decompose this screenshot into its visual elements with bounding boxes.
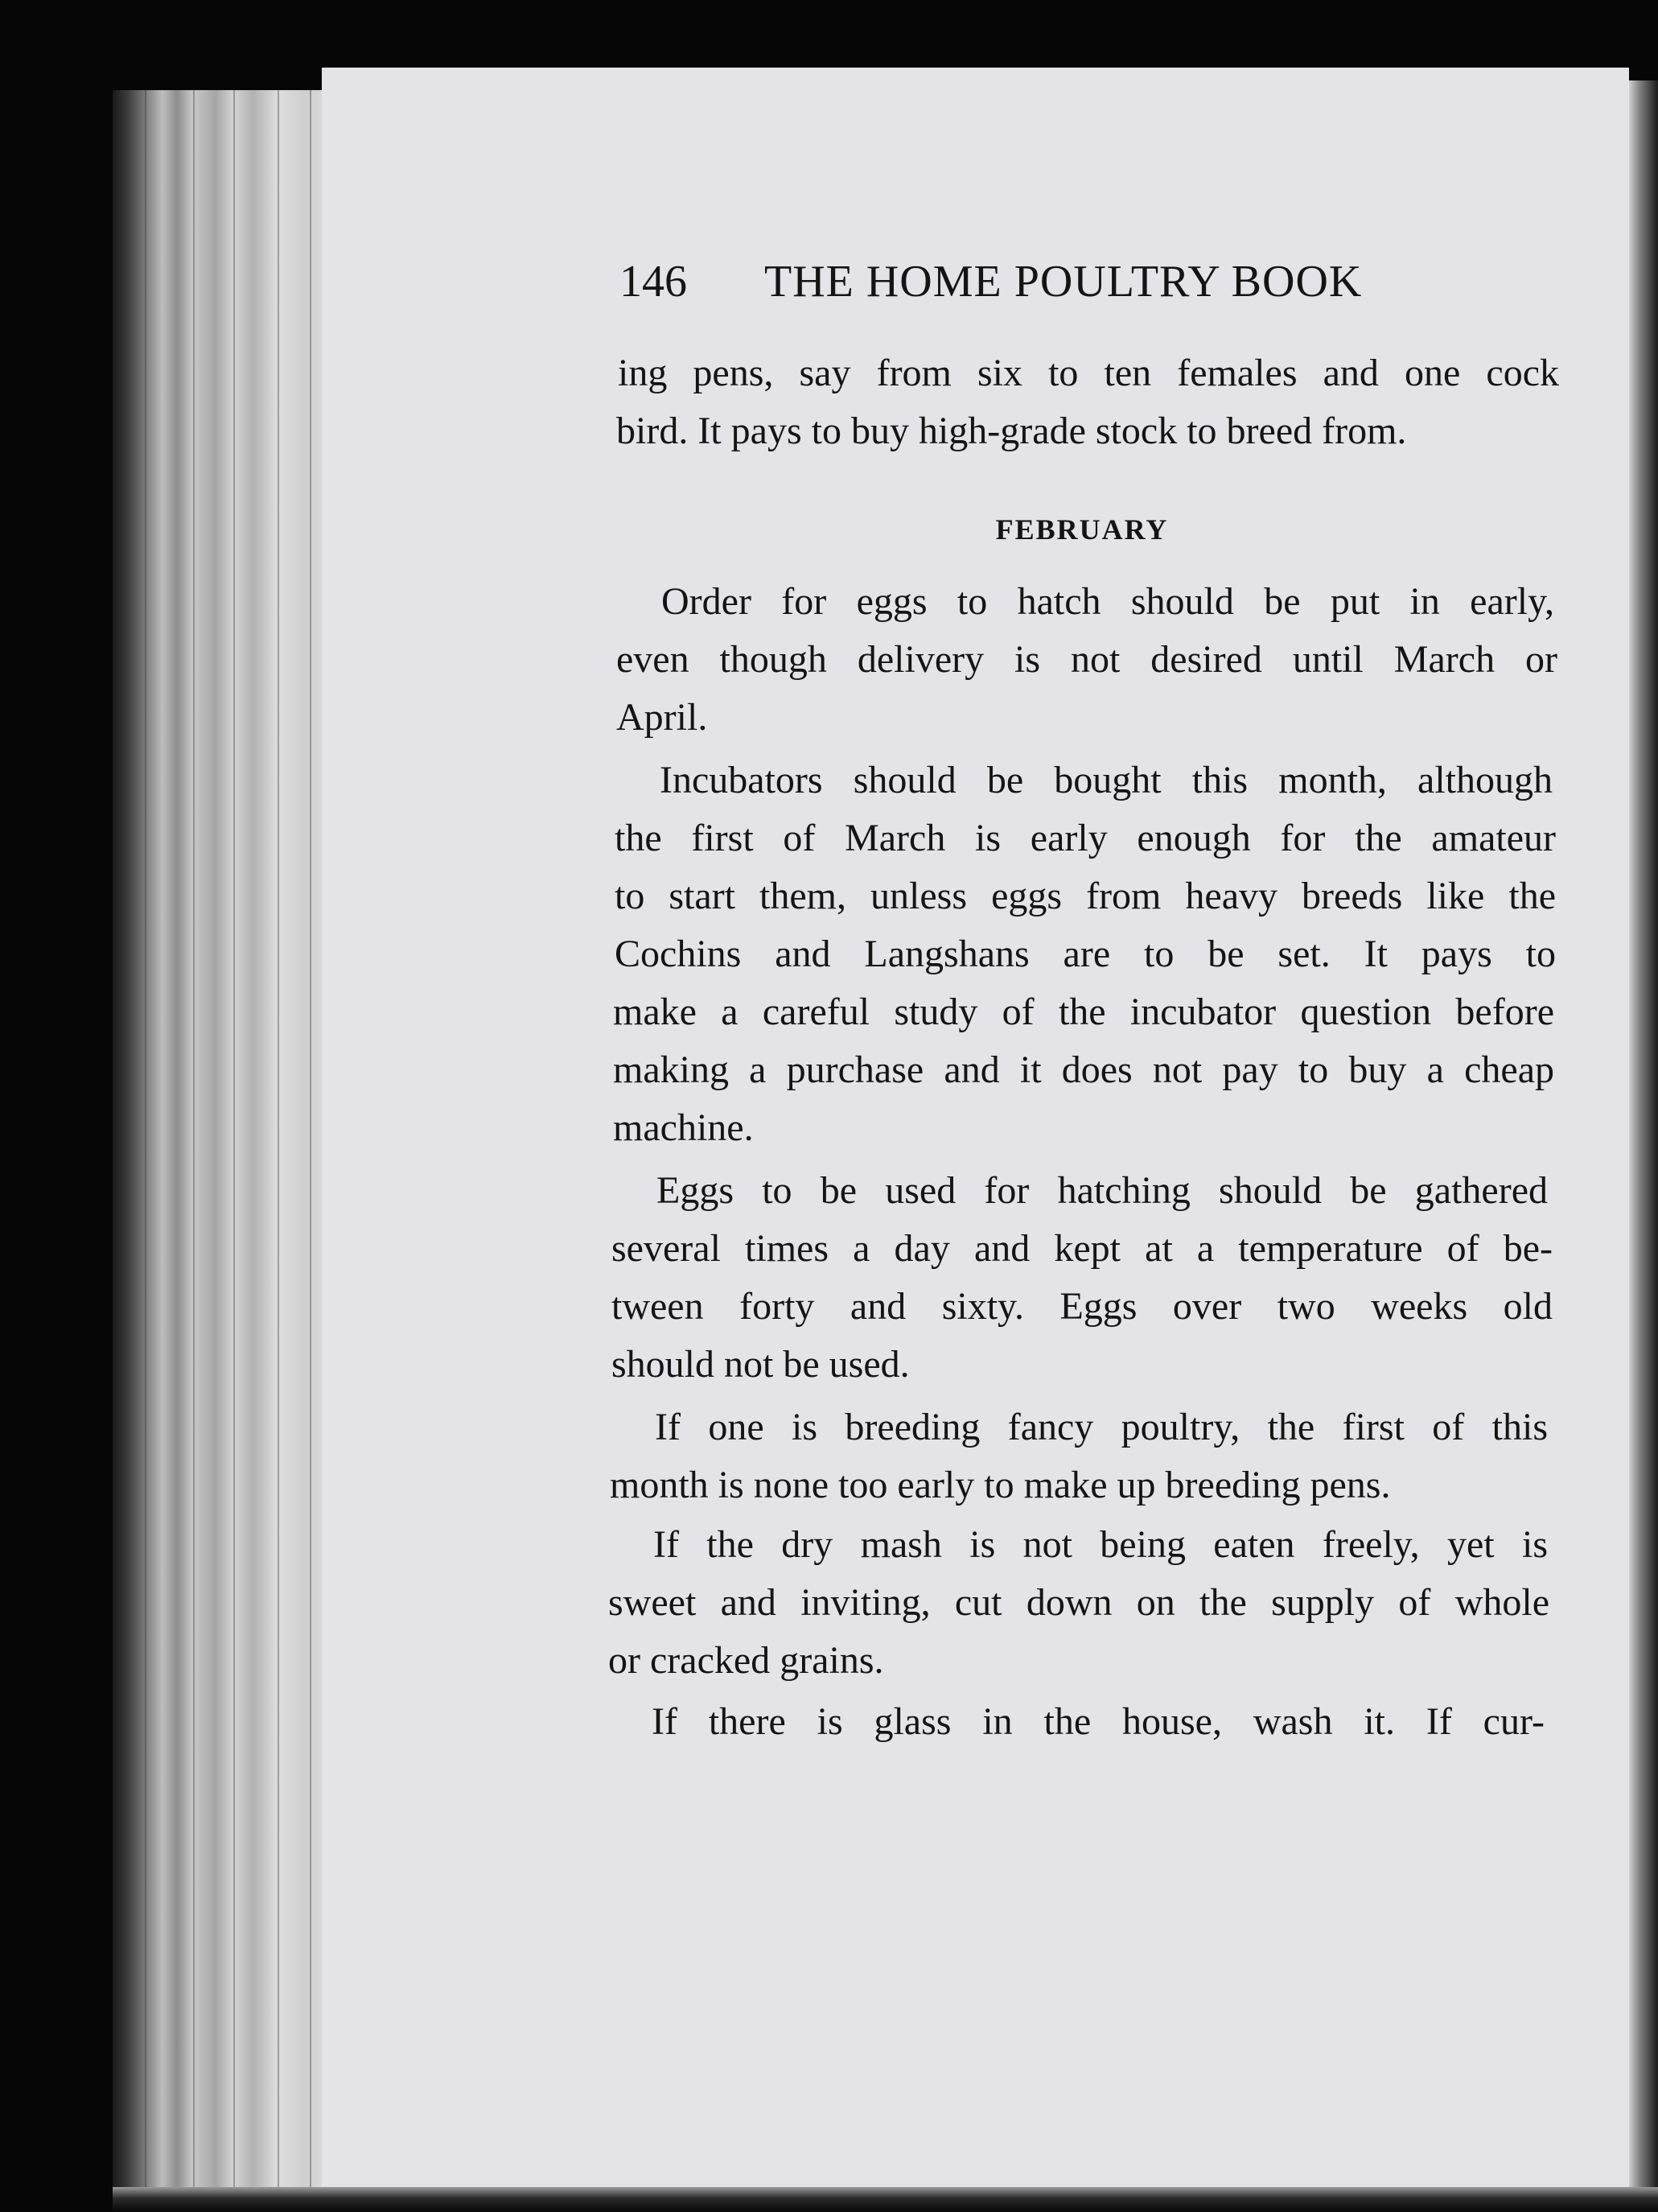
body-line: even though delivery is not desired until March or	[616, 638, 1557, 681]
body-line: If there is glass in the house, wash it. If cur-	[652, 1700, 1545, 1743]
running-head	[619, 249, 1424, 314]
page-number: 146	[619, 257, 687, 307]
body-line: should not be used.	[611, 1343, 910, 1386]
running-title: THE HOME POULTRY BOOK	[764, 257, 1363, 307]
page-right-edge	[1629, 80, 1658, 2189]
body-line: If one is breeding fancy poultry, the first of this	[655, 1406, 1548, 1448]
body-line: making a purchase and it does not pay to buy a cheap	[613, 1048, 1554, 1091]
body-line: tween forty and sixty. Eggs over two weeks old	[611, 1285, 1553, 1328]
page-bottom-edge	[113, 2187, 1658, 2212]
body-line: sweet and inviting, cut down on the supply of whole	[608, 1581, 1549, 1624]
body-line: make a careful study of the incubator question before	[613, 991, 1554, 1033]
body-line: to start them, unless eggs from heavy breeds like the	[615, 875, 1556, 917]
body-line: If the dry mash is not being eaten freely, yet is	[653, 1523, 1548, 1566]
body-line: or cracked grains.	[608, 1639, 884, 1682]
book-binding-edges	[113, 90, 338, 2190]
body-line: several times a day and kept at a temperature of be-	[611, 1227, 1553, 1270]
section-heading: FEBRUARY	[995, 513, 1169, 546]
body-line: machine.	[613, 1106, 754, 1149]
body-line: month is none too early to make up breeding pens.	[610, 1464, 1391, 1506]
body-line: April.	[616, 696, 708, 739]
body-line: bird. It pays to buy high-grade stock to breed from.	[616, 410, 1407, 452]
body-line: Cochins and Langshans are to be set. It pays to	[615, 933, 1556, 975]
body-line: Incubators should be bought this month, although	[660, 759, 1553, 801]
body-line: Order for eggs to hatch should be put in early,	[661, 580, 1554, 623]
body-line: ing pens, say from six to ten females and one cock	[618, 352, 1559, 394]
body-line: Eggs to be used for hatching should be gathered	[656, 1169, 1548, 1212]
body-line: the first of March is early enough for the amateur	[615, 817, 1556, 859]
